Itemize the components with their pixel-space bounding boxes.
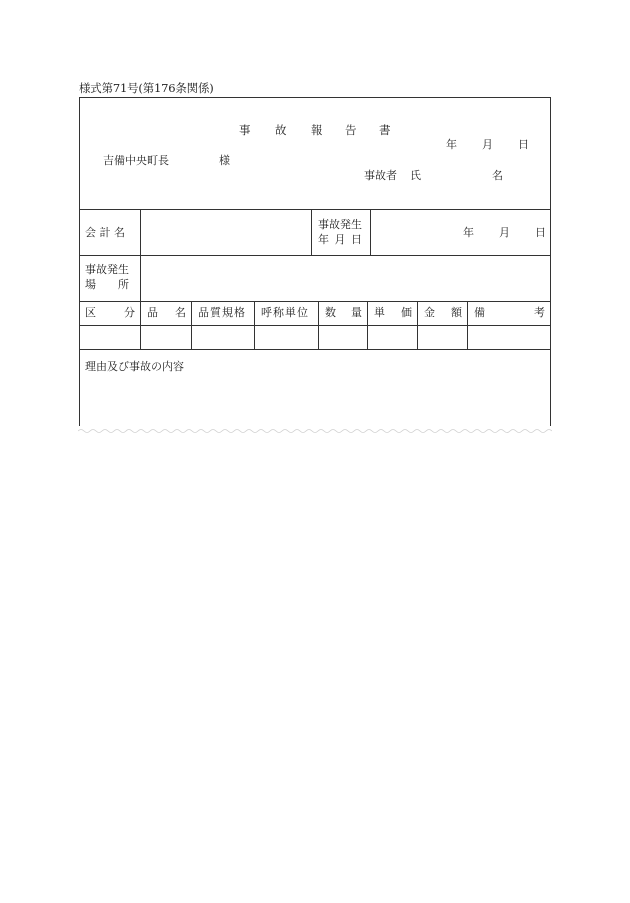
torn-edge: [78, 426, 552, 436]
column-divider: [417, 301, 418, 349]
account-name-label: 会 計 名: [85, 226, 125, 239]
frame-left-border: [79, 97, 80, 431]
report-day-label: 日: [518, 138, 529, 151]
header-unit-price-2: 価: [401, 306, 412, 319]
column-divider: [467, 301, 468, 349]
row-divider: [79, 349, 551, 350]
accident-date-label-line-1: 事故発生: [318, 218, 362, 231]
column-divider: [370, 209, 371, 255]
accident-year-label: 年: [463, 226, 474, 239]
reporter-name-label-1: 氏: [410, 169, 421, 182]
accident-report-form: [79, 97, 551, 431]
reporter-label: 事故者: [364, 169, 397, 182]
column-divider: [254, 301, 255, 349]
row-divider: [79, 209, 551, 210]
header-quality-spec: 品質規格: [198, 306, 246, 319]
title-char-1: 事: [239, 123, 251, 137]
header-item-name-1: 品: [147, 306, 158, 319]
addressee-honorific: 様: [219, 154, 230, 167]
report-year-label: 年: [446, 138, 457, 151]
title-char-3: 報: [311, 123, 323, 137]
report-month-label: 月: [482, 138, 493, 151]
header-quantity-2: 量: [351, 306, 362, 319]
place-label-line-2: 場 所: [85, 278, 129, 291]
header-unit: 呼称単位: [261, 306, 309, 319]
header-category-2: 分: [124, 306, 135, 319]
frame-top-border: [79, 97, 551, 98]
header-remarks-1: 備: [474, 306, 485, 319]
header-amount-1: 金: [424, 306, 435, 319]
column-divider: [311, 209, 312, 255]
header-remarks-2: 考: [534, 306, 545, 319]
header-item-name-2: 名: [175, 306, 186, 319]
addressee-name: 吉備中央町長: [103, 154, 169, 167]
column-divider: [140, 255, 141, 301]
place-label-line-1: 事故発生: [85, 263, 129, 276]
title-char-5: 書: [379, 123, 391, 137]
row-divider: [79, 301, 551, 302]
accident-month-label: 月: [499, 226, 510, 239]
title-char-2: 故: [275, 123, 287, 137]
reporter-name-label-2: 名: [492, 169, 503, 182]
accident-day-label: 日: [535, 226, 546, 239]
row-divider: [79, 255, 551, 256]
column-divider: [140, 301, 141, 349]
title-char-4: 告: [345, 123, 357, 137]
reason-label: 理由及び事故の内容: [85, 360, 184, 373]
column-divider: [367, 301, 368, 349]
header-category-1: 区: [85, 306, 96, 319]
accident-date-label-line-2: 年 月 日: [318, 233, 363, 246]
header-unit-price-1: 単: [374, 306, 385, 319]
frame-right-border: [550, 97, 551, 431]
column-divider: [318, 301, 319, 349]
header-amount-2: 額: [451, 306, 462, 319]
row-divider: [79, 325, 551, 326]
header-quantity-1: 数: [325, 306, 336, 319]
form-number: 様式第71号(第176条関係): [79, 81, 214, 95]
column-divider: [140, 209, 141, 255]
column-divider: [191, 301, 192, 349]
